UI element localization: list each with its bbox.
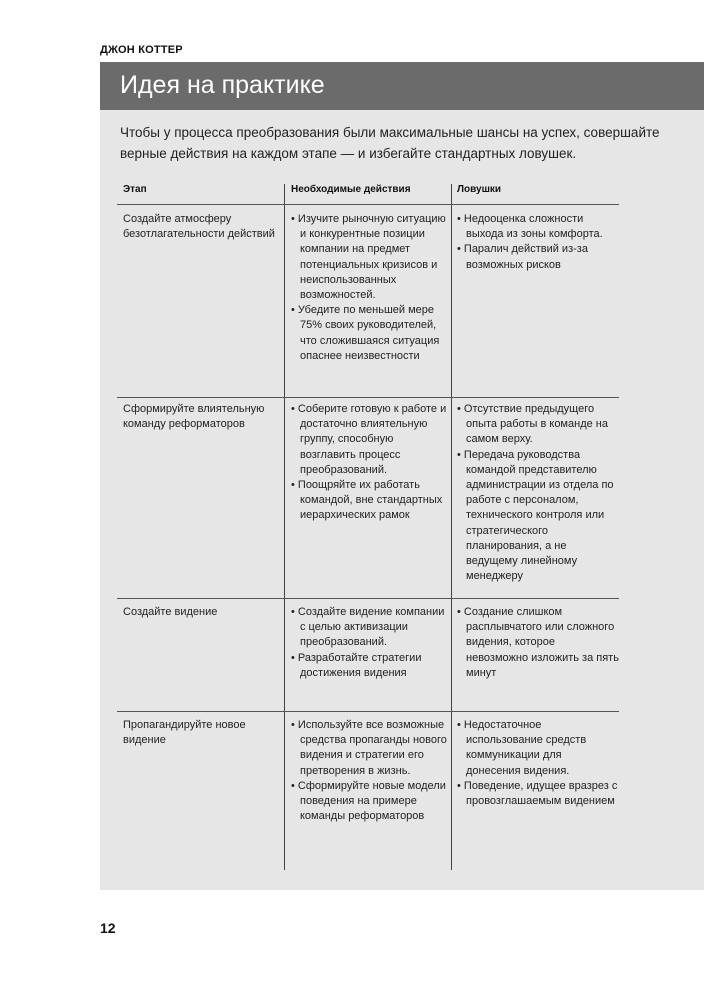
header-actions: Необходимые действия <box>291 184 411 195</box>
stage-cell: Пропагандируйте новое видение <box>123 719 246 747</box>
traps-cell <box>457 402 619 584</box>
traps-cell <box>457 605 619 681</box>
header-traps: Ловушки <box>457 184 502 195</box>
action-item: • Сформируйте новые модели поведения на примере команды реформаторов <box>291 779 446 823</box>
traps-cell <box>457 718 619 809</box>
actions-cell <box>291 718 451 824</box>
row-divider <box>117 204 619 205</box>
action-item: • Разработайте стратегии достижения видения <box>291 651 422 679</box>
title-bar <box>100 62 704 110</box>
traps-cell <box>457 212 619 273</box>
action-item: • Соберите готовую к работе и достаточно влиятельную группу, способную возглавить процесс преобразований. <box>291 403 447 476</box>
column-divider <box>451 184 452 870</box>
row-divider <box>117 598 619 599</box>
trap-item: • Недооценка сложности выхода из зоны комфорта. <box>457 213 603 241</box>
trap-item: • Отсутствие предыдущего опыта работы в команде на самом верху. <box>457 403 608 446</box>
trap-item: • Поведение, идущее вразрез с провозглашаемым видением <box>457 779 618 808</box>
running-head: ДЖОН КОТТЕР <box>100 44 183 56</box>
practice-panel <box>100 62 704 890</box>
actions-cell <box>291 402 451 524</box>
trap-item: • Передача руководства командой представителю администрации из отдела по работе с персоналом, технического контроля или стратегического планирования, а не ведущему линейному менеджеру <box>457 448 614 583</box>
action-item: • Убедите по меньшей мере 75% своих руководителей, что сложившаяся ситуация опаснее неизвестности <box>291 304 440 362</box>
header-stage: Этап <box>123 184 147 195</box>
actions-cell <box>291 212 451 364</box>
trap-item: • Недостаточное использование средств коммуникации для донесения видения. <box>457 719 587 777</box>
panel-title: Идея на практике <box>120 71 325 99</box>
actions-cell <box>291 605 451 681</box>
trap-item: • Паралич действий из-за возможных рисков <box>457 243 588 271</box>
action-item: • Поощряйте их работать командой, вне стандартных иерархических рамок <box>291 479 443 522</box>
row-divider <box>117 711 619 712</box>
stage-cell: Сформируйте влиятельную команду реформаторов <box>123 403 265 431</box>
row-divider <box>117 397 619 398</box>
intro-text: Чтобы у процесса преобразования были максимальные шансы на успех, совершайте верные действия на каждом этапе — и избегайте стандартных ловушек. <box>120 125 660 161</box>
page-number: 12 <box>100 920 116 936</box>
stage-cell: Создайте атмосферу безотлагательности действий <box>123 213 275 241</box>
action-item: • Используйте все возможные средства пропаганды нового видения и стратегии его претворения в жизнь. <box>291 719 447 777</box>
trap-item: • Создание слишком расплывчатого или сложного видения, которое невозможно изложить за пять минут <box>457 606 619 679</box>
stage-cell: Создайте видение <box>123 606 218 618</box>
action-item: • Изучите рыночную ситуацию и конкурентные позиции компании на предмет потенциальных кризисов и неиспользованных возможностей. <box>291 213 446 302</box>
column-divider <box>284 184 285 870</box>
action-item: • Создайте видение компании с целью активизации преобразований. <box>291 606 445 649</box>
